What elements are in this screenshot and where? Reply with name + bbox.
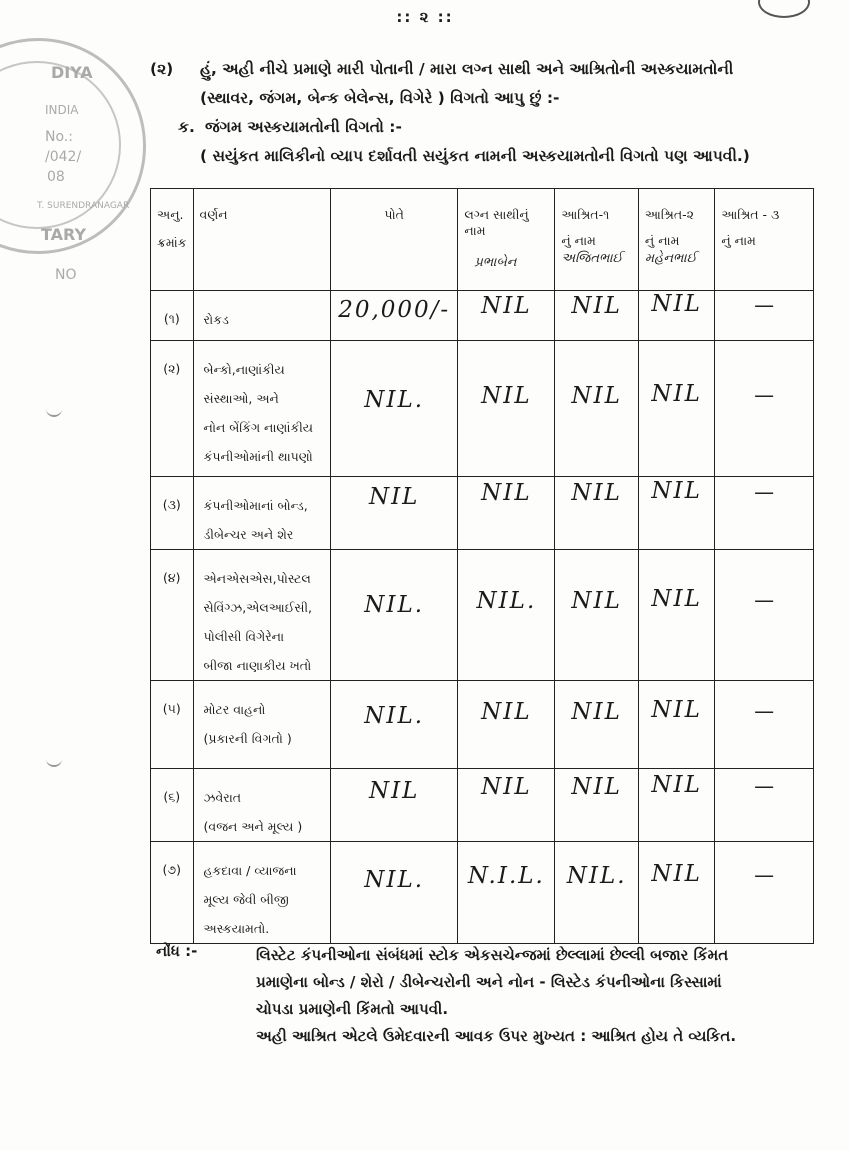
- row-dependent-2-value: NIL: [651, 861, 702, 887]
- stamp-text: TARY: [41, 225, 87, 244]
- row-description: [193, 769, 331, 842]
- row-serial: (૬): [151, 769, 194, 842]
- row-dependent-2-value: NIL: [651, 381, 702, 407]
- row-dependent-1-value: NIL: [571, 293, 622, 319]
- row-dependent-1: [555, 341, 639, 477]
- row-description-line: કંપનીઓમાંની થાપણો: [203, 449, 313, 464]
- header-dependent-2-line-1: આશ્રિત-૨: [644, 207, 694, 222]
- row-self: [331, 769, 458, 842]
- row-description: [193, 291, 331, 341]
- row-dependent-2-value: NIL: [651, 697, 702, 723]
- margin-mark: [46, 405, 62, 417]
- row-description-line: પોલીસી વિગેરેના: [203, 629, 285, 644]
- table-row: [151, 341, 814, 477]
- row-description-line: બેન્કો,નાણાંકીય: [203, 362, 285, 377]
- header-dependent-2-line-2: નું નામ: [644, 233, 680, 248]
- row-serial: (૩): [151, 477, 194, 550]
- row-description-line: સેવિંગ્ઝ,એલઆઈસી,: [203, 600, 313, 615]
- row-spouse-value: NIL: [481, 383, 532, 409]
- row-self-value: 20,000/-: [338, 297, 451, 323]
- row-description-line: સંસ્થાઓ, અને: [203, 391, 279, 406]
- row-serial: (૭): [151, 842, 194, 944]
- row-self: [331, 341, 458, 477]
- row-dependent-3-value: —: [754, 774, 775, 798]
- row-dependent-3: [715, 477, 814, 550]
- row-dependent-3-value: —: [754, 699, 775, 723]
- row-dependent-2: [638, 769, 714, 842]
- stamp-text: T. SURENDRANAGAR: [37, 201, 130, 211]
- section-number: (૨): [150, 60, 174, 78]
- row-dependent-3: [715, 681, 814, 769]
- header-serial: [151, 189, 194, 291]
- header-description-label: વર્ણન: [199, 207, 228, 222]
- row-dependent-3-value: —: [754, 588, 775, 612]
- subsection-title: જંગમ અસ્કયામતોની વિગતો :-: [205, 118, 402, 136]
- header-dependent-3-line-1: આશ્રિત - ૩: [721, 207, 780, 222]
- row-spouse-value: NIL: [481, 699, 532, 725]
- row-dependent-1: [555, 842, 639, 944]
- note-line: અહી આશ્રિત એટલે ઉમેદવારની આવક ઉપર મુખ્યત : આશ્રિત હોય તે વ્યકિત.: [256, 1027, 737, 1045]
- table-row: [151, 769, 814, 842]
- row-description-line: રોકડ: [203, 312, 229, 327]
- header-dependent-2: [638, 189, 714, 291]
- row-description-line: મૂલ્ય જેવી બીજી: [203, 892, 289, 907]
- row-dependent-2: [638, 291, 714, 341]
- row-description-line: (પ્રકારની વિગતો ): [203, 731, 292, 746]
- row-serial: (૪): [151, 550, 194, 681]
- header-serial-line-2: ક્રમાંક: [157, 235, 187, 250]
- row-spouse: [458, 341, 555, 477]
- row-spouse: [458, 550, 555, 681]
- row-spouse: [458, 477, 555, 550]
- row-dependent-3-value: —: [754, 293, 775, 317]
- row-description: [193, 477, 331, 550]
- note-label: નોંધ :-: [156, 942, 198, 960]
- row-dependent-2-value: NIL: [651, 586, 702, 612]
- row-dependent-2-value: NIL: [651, 291, 702, 317]
- page-number: :: ૨ ::: [396, 8, 454, 26]
- row-self: [331, 550, 458, 681]
- row-serial: (૫): [151, 681, 194, 769]
- row-dependent-1: [555, 291, 639, 341]
- row-dependent-1: [555, 681, 639, 769]
- row-self-value: NIL.: [364, 592, 425, 618]
- row-description-line: નોન બેંકિંગ નાણાંકીય: [203, 420, 314, 435]
- table-row: [151, 681, 814, 769]
- row-spouse-value: NIL.: [476, 588, 537, 614]
- row-self-value: NIL.: [364, 387, 425, 413]
- subsection-number: ક.: [178, 118, 195, 136]
- header-dependent-1-line-1: આશ્રિત-૧: [561, 207, 610, 222]
- table-row: [151, 842, 814, 944]
- stamp-text: 08: [47, 169, 65, 185]
- row-spouse: [458, 842, 555, 944]
- header-self: [331, 189, 458, 291]
- row-description-line: મોટર વાહનો: [203, 702, 266, 717]
- header-spouse: [458, 189, 555, 291]
- margin-mark: [46, 755, 62, 767]
- row-dependent-3: [715, 550, 814, 681]
- row-self: [331, 291, 458, 341]
- row-spouse-value: NIL: [481, 480, 532, 506]
- row-dependent-2: [638, 550, 714, 681]
- intro-line-2: (સ્થાવર, જંગમ, બેન્ક બેલેન્સ, વિગેરે ) વિગતો આપુ છું :-: [200, 89, 560, 107]
- subsection-note: ( સયુંકત માલિકીનો વ્યાપ દર્શાવતી સયુંકત નામની અસ્કયામતોની વિગતો પણ આપવી.): [200, 147, 750, 165]
- note-line: પ્રમાણેના બોન્ડ / શેરો / ડીબેન્ચરોની અને નોન - લિસ્ટેડ કંપનીઓના કિસ્સામાં: [256, 973, 722, 991]
- spouse-name: પ્રભાબેન: [474, 255, 517, 270]
- row-self: [331, 477, 458, 550]
- row-spouse: [458, 291, 555, 341]
- table-body: [151, 291, 814, 944]
- header-dependent-3: [715, 189, 814, 291]
- row-description-line: બીજા નાણાકીય ખતો: [203, 658, 312, 673]
- table-row: [151, 477, 814, 550]
- row-description-line: ઝવેરાત: [203, 790, 242, 805]
- row-dependent-1-value: NIL: [571, 699, 622, 725]
- row-self: [331, 842, 458, 944]
- stamp-text: NO: [55, 267, 77, 283]
- row-dependent-1-value: NIL: [571, 383, 622, 409]
- row-spouse-value: NIL: [481, 774, 532, 800]
- row-dependent-3-value: —: [754, 480, 775, 504]
- row-spouse-value: N.I.L.: [467, 863, 545, 889]
- row-dependent-3: [715, 842, 814, 944]
- row-spouse: [458, 769, 555, 842]
- row-spouse-value: NIL: [481, 293, 532, 319]
- row-dependent-1-value: NIL: [571, 774, 622, 800]
- row-dependent-2-value: NIL: [651, 478, 702, 504]
- row-dependent-3-value: —: [754, 383, 775, 407]
- row-description: [193, 341, 331, 477]
- row-description-line: ડીબેન્ચર અને શેર: [203, 527, 294, 542]
- stamp-text: INDIA: [45, 103, 79, 117]
- table-row: [151, 550, 814, 681]
- row-serial: (૨): [151, 341, 194, 477]
- row-dependent-1: [555, 550, 639, 681]
- row-dependent-3: [715, 341, 814, 477]
- row-serial: (૧): [151, 291, 194, 341]
- row-dependent-3: [715, 291, 814, 341]
- header-serial-line-1: અનુ.: [157, 207, 184, 222]
- dependent-2-name: મહેનભાઈ: [644, 251, 697, 266]
- header-self-label: પોતે: [384, 207, 404, 222]
- header-dependent-1-line-2: નું નામ: [561, 233, 596, 248]
- row-dependent-1: [555, 769, 639, 842]
- row-dependent-1-value: NIL: [571, 588, 622, 614]
- note-line: ચોપડા પ્રમાણેની કિંમતો આપવી.: [256, 1000, 449, 1018]
- note-line: લિસ્ટેટ કંપનીઓના સંબંધમાં સ્ટોક એકસચેન્જમાં છેલ્લામાં છેલ્લી બજાર કિંમત: [256, 946, 729, 964]
- row-dependent-2: [638, 842, 714, 944]
- dependent-1-name: અજિતભાઈ: [561, 251, 623, 266]
- stamp-text: /042/: [45, 149, 82, 165]
- row-self-value: NIL.: [364, 703, 425, 729]
- stamp-text: No.:: [45, 129, 73, 145]
- row-dependent-1-value: NIL: [571, 480, 622, 506]
- row-self-value: NIL.: [364, 867, 425, 893]
- row-dependent-2: [638, 681, 714, 769]
- header-dependent-1: [555, 189, 639, 291]
- row-description: [193, 550, 331, 681]
- header-dependent-3-line-2: નું નામ: [721, 233, 756, 248]
- row-self: [331, 681, 458, 769]
- note-body: [256, 942, 736, 1050]
- row-dependent-2: [638, 477, 714, 550]
- row-self-value: NIL: [368, 778, 420, 804]
- row-dependent-3-value: —: [754, 863, 775, 887]
- row-description: [193, 842, 331, 944]
- table-row: [151, 291, 814, 341]
- row-description-line: હકદાવા / વ્યાજના: [203, 863, 297, 878]
- row-dependent-2: [638, 341, 714, 477]
- row-description: [193, 681, 331, 769]
- row-description-line: એનએસએસ,પોસ્ટલ: [203, 571, 311, 586]
- header-description: [193, 189, 331, 291]
- table-header-row: [151, 189, 814, 291]
- row-dependent-1-value: NIL.: [566, 863, 627, 889]
- movable-assets-table: [150, 188, 814, 944]
- row-description-line: (વજન અને મૂલ્ય ): [203, 819, 303, 834]
- stamp-text: DIYA: [51, 63, 93, 82]
- row-dependent-1: [555, 477, 639, 550]
- intro-line-1: હું, અહી નીચે પ્રમાણે મારી પોતાની / મારા લગ્ન સાથી અને આશ્રિતોની અસ્કયામતોની: [200, 60, 734, 78]
- row-dependent-3: [715, 769, 814, 842]
- row-description-line: કંપનીઓમાનાં બોન્ડ,: [203, 498, 308, 513]
- header-spouse-label: લગ્ન સાથીનું નામ: [464, 207, 529, 238]
- row-spouse: [458, 681, 555, 769]
- row-dependent-2-value: NIL: [651, 772, 702, 798]
- row-self-value: NIL: [368, 484, 420, 510]
- row-description-line: અસ્કયામતો.: [203, 921, 270, 936]
- notary-stamp: [0, 38, 146, 283]
